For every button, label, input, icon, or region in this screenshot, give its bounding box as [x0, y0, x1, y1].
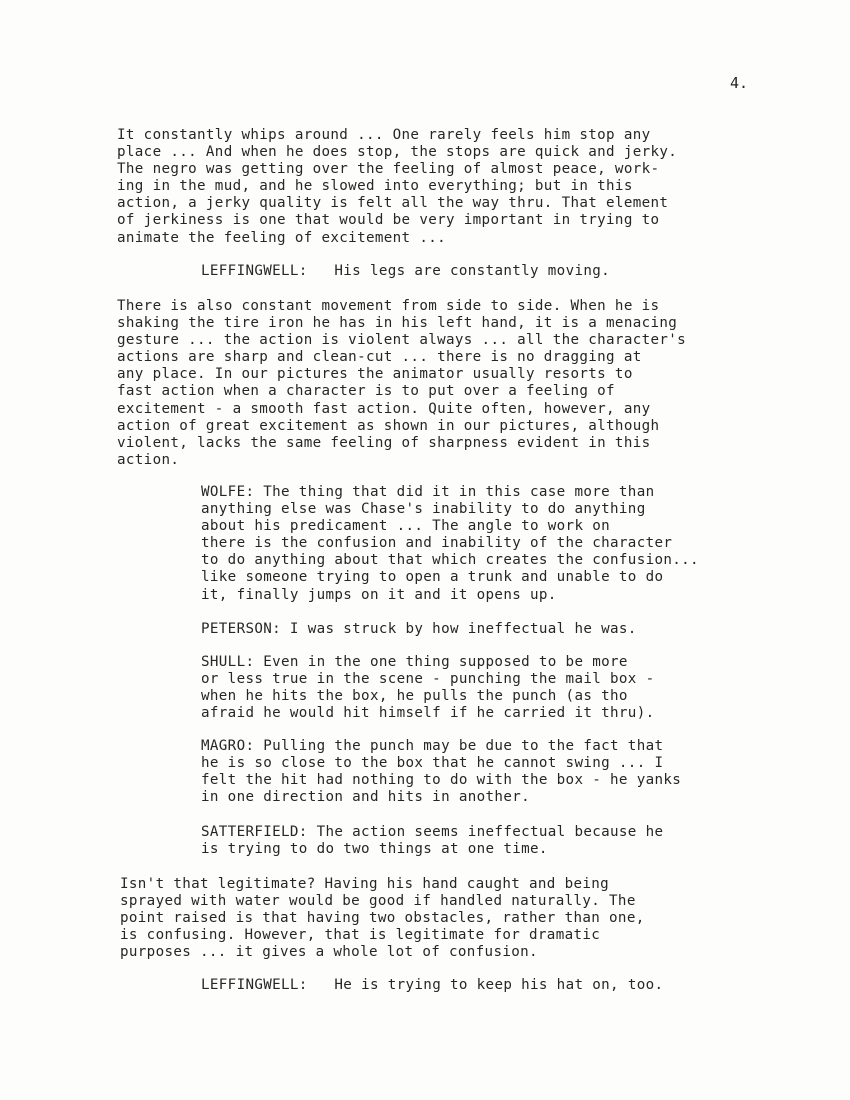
speaker-leffingwell: LEFFINGWELL: [201, 977, 308, 993]
page-number: 4. [730, 74, 749, 92]
comment-leffingwell-hat [201, 977, 663, 994]
speaker-leffingwell: LEFFINGWELL: [201, 263, 308, 279]
comment-leffingwell-legs [201, 263, 610, 280]
comment-text: His legs are constantly moving. [334, 263, 611, 279]
paragraph-legitimate-confusion: Isn't that legitimate? Having his hand caught and being sprayed with water would be good if handled naturally. The point raised is that having two obstacles, rather than one, is confusing. However, that is legitimate for dramatic purposes ... it gives a whole lot of confusion. [120, 876, 645, 961]
paragraph-side-to-side-movement: There is also constant movement from side to side. When he is shaking the tire iron he has in his left hand, it is a menacing gesture ... the action is violent always ... all the character's actions are sharp and clean-cut ... there is no dragging at any place. In our pictures the animator usually resorts to fast action when a character is to put over a feeling of excitement - a smooth fast action. Quite often, however, any action of great excitement as shown in our pictures, although violent, lacks the same feeling of sharpness evident in this action. [117, 298, 687, 468]
comment-shull: SHULL: Even in the one thing supposed to be more or less true in the scene - punching the mail box - when he hits the box, he pulls the punch (as tho afraid he would hit himself if he carried it thru). [201, 654, 655, 722]
comment-peterson: PETERSON: I was struck by how ineffectual he was. [201, 621, 637, 637]
comment-magro: MAGRO: Pulling the punch may be due to the fact that he is so close to the box that he cannot swing ... I felt the hit had nothing to do with the box - he yanks in one direction and hits in another. [201, 738, 682, 806]
paragraph-jerky-action: It constantly whips around ... One rarely feels him stop any place ... And when he does stop, the stops are quick and jerky. The negro was getting over the feeling of almost peace, work- ing in the mud, and he slowed into everything; but in this action, a jerky quality is felt all the way thru. That element of jerkiness is one that would be very important in trying to animate the feeling of excitement ... [117, 127, 678, 246]
comment-wolfe: WOLFE: The thing that did it in this case more than anything else was Chase's inability to do anything about his predicament ... The angle to work on there is the confusion and inability of the character to do anything about that which creates the confusion... like someone trying to open a trunk and unable to do it, finally jumps on it and it opens up. [201, 484, 699, 603]
comment-text: He is trying to keep his hat on, too. [334, 977, 664, 993]
comment-satterfield: SATTERFIELD: The action seems ineffectual because he is trying to do two things at one time. [201, 824, 664, 858]
